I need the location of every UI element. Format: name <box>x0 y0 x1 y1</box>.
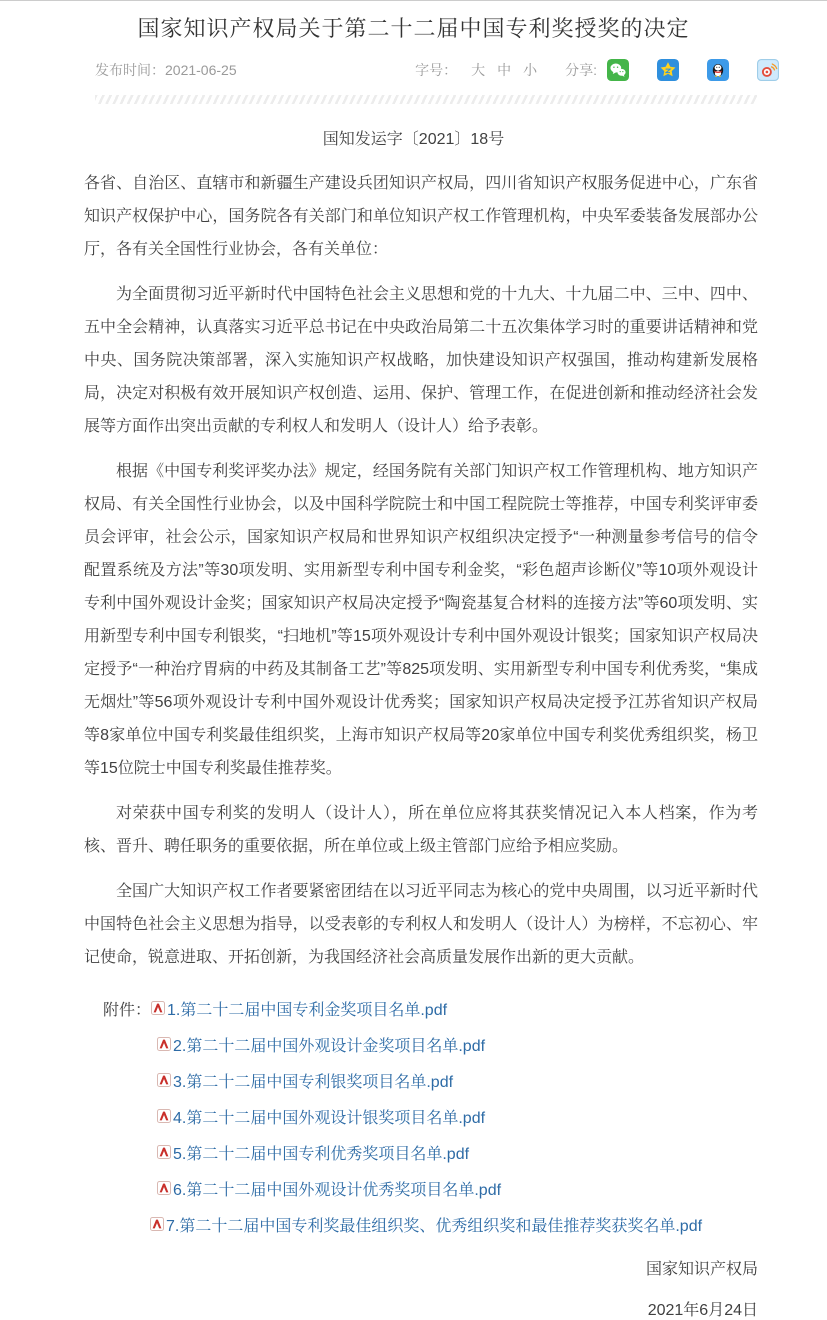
font-size-label: 字号： <box>415 62 458 78</box>
share-label: 分享: <box>565 62 597 78</box>
wechat-share-icon[interactable] <box>607 59 629 81</box>
paragraph-2: 根据《中国专利奖评奖办法》规定，经国务院有关部门知识产权工作管理机构、地方知识产权局、有关全国性行业协会，以及中国科学院院士和中国工程院院士等推荐，中国专利奖评审委员会评审，社会公示，国家知识产权局和世界知识产权组织决定授予“一种测量参考信号的信令配置系统及方法”等30项发明、实用新型专利中国专利金奖，“彩色超声诊断仪”等10项外观设计专利中国外观设计金奖；国家知识产权局决定授予“陶瓷基复合材料的连接方法”等60项发明、实用新型专利中国专利银奖，“扫地机”等15项外观设计专利中国外观设计银奖；国家知识产权局决定授予“一种治疗胃病的中药及其制备工艺”等825项发明、实用新型专利中国专利优秀奖，“集成无烟灶”等56项外观设计专利中国外观设计优秀奖；国家知识产权局决定授予江苏省知识产权局等8家单位中国专利奖最佳组织奖，上海市知识产权局等20家单位中国专利奖优秀组织奖，杨卫等15位院士中国专利奖最佳推荐奖。 <box>84 463 758 777</box>
share-bar <box>565 59 779 81</box>
attachment-link-5[interactable]: 5.第二十二届中国专利优秀奖项目名单.pdf <box>173 1145 470 1163</box>
paragraph-3: 对荣获中国专利奖的发明人（设计人），所在单位应将其获奖情况记入本人档案，作为考核、晋升、聘任职务的重要依据，所在单位或上级主管部门应给予相应奖励。 <box>84 805 758 855</box>
hatched-divider <box>95 95 757 104</box>
attachment-link-7[interactable]: 7.第二十二届中国专利奖最佳组织奖、优秀组织奖和最佳推荐奖获奖名单.pdf <box>166 1217 703 1235</box>
attachment-link-2[interactable]: 2.第二十二届中国外观设计金奖项目名单.pdf <box>173 1037 486 1055</box>
signature-org: 国家知识产权局 <box>645 1261 758 1278</box>
attachment-link-4[interactable]: 4.第二十二届中国外观设计银奖项目名单.pdf <box>173 1109 486 1127</box>
attachment-row <box>84 1062 758 1098</box>
attachment-row <box>84 1098 758 1134</box>
attachment-link-6[interactable]: 6.第二十二届中国外观设计优秀奖项目名单.pdf <box>173 1181 502 1199</box>
page-title: 国家知识产权局关于第二十二届中国专利奖授奖的决定 <box>137 16 690 41</box>
attachment-row <box>84 1026 758 1062</box>
publish-time <box>95 60 237 80</box>
pdf-icon <box>157 1109 171 1123</box>
pdf-icon <box>157 1181 171 1195</box>
pdf-icon <box>157 1073 171 1087</box>
paragraph-1: 为全面贯彻习近平新时代中国特色社会主义思想和党的十九大、十九届二中、三中、四中、五中全会精神，认真落实习近平总书记在中央政治局第二十五次集体学习时的重要讲话精神和党中央、国务院决策部署，深入实施知识产权战略，加快建设知识产权强国，推动构建新发展格局，决定对积极有效开展知识产权创造、运用、保护、管理工作，在促进创新和推动经济社会发展等方面作出突出贡献的专利权人和发明人（设计人）给予表彰。 <box>84 286 758 435</box>
font-size-switcher <box>415 60 543 80</box>
pdf-icon <box>150 1217 164 1231</box>
attachments-label: 附件： <box>103 1001 152 1019</box>
attachment-row <box>84 1206 758 1242</box>
pdf-icon <box>157 1037 171 1051</box>
attachment-row <box>84 990 758 1026</box>
publish-time-label: 发布时间： <box>95 62 165 78</box>
font-size-option-medium[interactable]: 中 <box>497 62 512 78</box>
pdf-icon <box>157 1145 171 1159</box>
attachment-row <box>84 1134 758 1170</box>
meta-bar <box>95 58 779 82</box>
qzone-share-icon[interactable] <box>657 59 679 81</box>
document-body <box>84 167 758 974</box>
font-size-option-large[interactable]: 大 <box>471 62 486 78</box>
attachment-link-3[interactable]: 3.第二十二届中国专利银奖项目名单.pdf <box>173 1073 454 1091</box>
font-size-option-small[interactable]: 小 <box>523 62 538 78</box>
meta-right-group <box>415 59 779 81</box>
paragraph-salutation: 各省、自治区、直辖市和新疆生产建设兵团知识产权局，四川省知识产权服务促进中心，广东省知识产权保护中心，国务院各有关部门和单位知识产权工作管理机构，中央军委装备发展部办公厅，各有关全国性行业协会，各有关单位： <box>84 175 758 258</box>
document-number: 国知发运字〔2021〕18号 <box>322 131 505 148</box>
attachment-link-1[interactable]: 1.第二十二届中国专利金奖项目名单.pdf <box>167 1001 448 1019</box>
signature-block <box>84 1256 758 1320</box>
attachments-list <box>84 990 758 1242</box>
signature-date: 2021年6月24日 <box>647 1302 758 1319</box>
attachment-row <box>84 1170 758 1206</box>
paragraph-4: 全国广大知识产权工作者要紧密团结在以习近平同志为核心的党中央周围，以习近平新时代中国特色社会主义思想为指导，以受表彰的专利权人和发明人（设计人）为榜样，不忘初心、牢记使命，锐意进取、开拓创新，为我国经济社会高质量发展作出新的更大贡献。 <box>84 883 758 966</box>
pdf-icon <box>151 1001 165 1015</box>
publish-time-value: 2021-06-25 <box>165 62 237 78</box>
weibo-share-icon[interactable] <box>757 59 779 81</box>
qq-share-icon[interactable] <box>707 59 729 81</box>
